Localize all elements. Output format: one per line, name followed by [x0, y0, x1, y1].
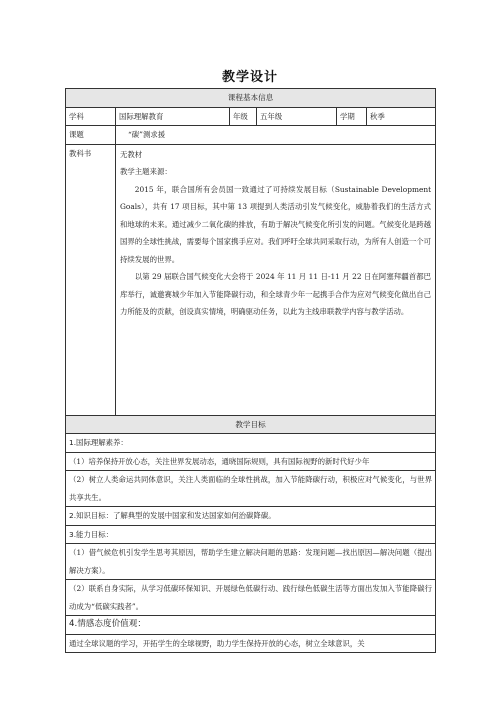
- textbook-label: 教科书: [66, 144, 116, 415]
- document-title: 教学设计: [221, 70, 278, 85]
- goal-3-heading: 3.能力目标：: [66, 526, 435, 545]
- goal-1-heading: 1.国际理解素养：: [66, 434, 435, 453]
- term-value: 秋季: [367, 107, 436, 126]
- goal-4-heading: 4.情感态度价值观：: [66, 616, 435, 635]
- topic-value: “碳”测求援: [116, 126, 436, 145]
- textbook-value: 无教材: [120, 149, 143, 159]
- goal-3-1: （1）借气候危机引发学生思考其原因，帮助学生建立解决问题的思路：发现问题—找出原因—解决问题（提出解决方案）。: [66, 544, 435, 580]
- subject-label: 学科: [66, 107, 116, 126]
- goal-1-2: （2）树立人类命运共同体意识，关注人类面临的全球性挑战，加入节能降碳行动，积极应对气候变化，与世界共享共生。: [66, 471, 435, 507]
- section-header-basic-info: 课程基本信息: [66, 89, 436, 108]
- goal-4-text: 通过全球议题的学习，开拓学生的全球视野，助力学生保持开放的心态，树立全球意识，关: [69, 638, 365, 648]
- term-label: 学期: [337, 107, 367, 126]
- goal-3-2: （2）联系自身实际，从学习低碳环保知识、开展绿色低碳行动、践行绿色低碳生活等方面出发加入节能降碳行动成为“低碳实践者”。: [66, 580, 435, 616]
- theme-source-heading: 教学主题来源：: [120, 167, 172, 176]
- section-header-goals: 教学目标: [66, 415, 436, 434]
- goals-content: [66, 434, 436, 653]
- textbook-content: [116, 144, 436, 415]
- goal-1-1: （1）培养保持开放心态，关注世界发展动态，通晓国际规则，具有国际视野的新时代好少年: [66, 453, 435, 472]
- goal-2: 2.知识目标：了解典型的发展中国家和发达国家如何治碳降碳。: [66, 507, 435, 526]
- theme-source-paragraph-1: 2015 年，联合国所有会员国一致通过了可持续发展目标（Sustainable Development Goals），共有 17 项目标，其中第 13 项提到人类活动引发气候变化，威胁着我们的生活方式和地球的未来。通过减少二氧化碳的排放，有助于解决气候变化所引发的问题。气候变化是跨越国界的全球性挑战，需要每个国家携手应对。我们呼吁全球共同采取行动，为所有人创造一个可持续发展的世界。: [120, 184, 432, 264]
- lesson-plan-table: [65, 88, 435, 653]
- subject-value: 国际理解教育: [116, 107, 230, 126]
- grade-value: 五年级: [257, 107, 337, 126]
- topic-label: 课题: [66, 126, 116, 145]
- theme-source-paragraph-2: 以第 29 届联合国气候变化大会将于 2024 年 11 月 11 日-11 月 22 日在阿塞拜疆首都巴库举行，诚邀赛城少年加入节能降碳行动，和全球青少年一起携手合作为应对气候变化做出自己力所能及的贡献，创设真实情境，明确驱动任务，以此为主线串联教学内容与教学活动。: [120, 272, 432, 316]
- grade-label: 年级: [230, 107, 257, 126]
